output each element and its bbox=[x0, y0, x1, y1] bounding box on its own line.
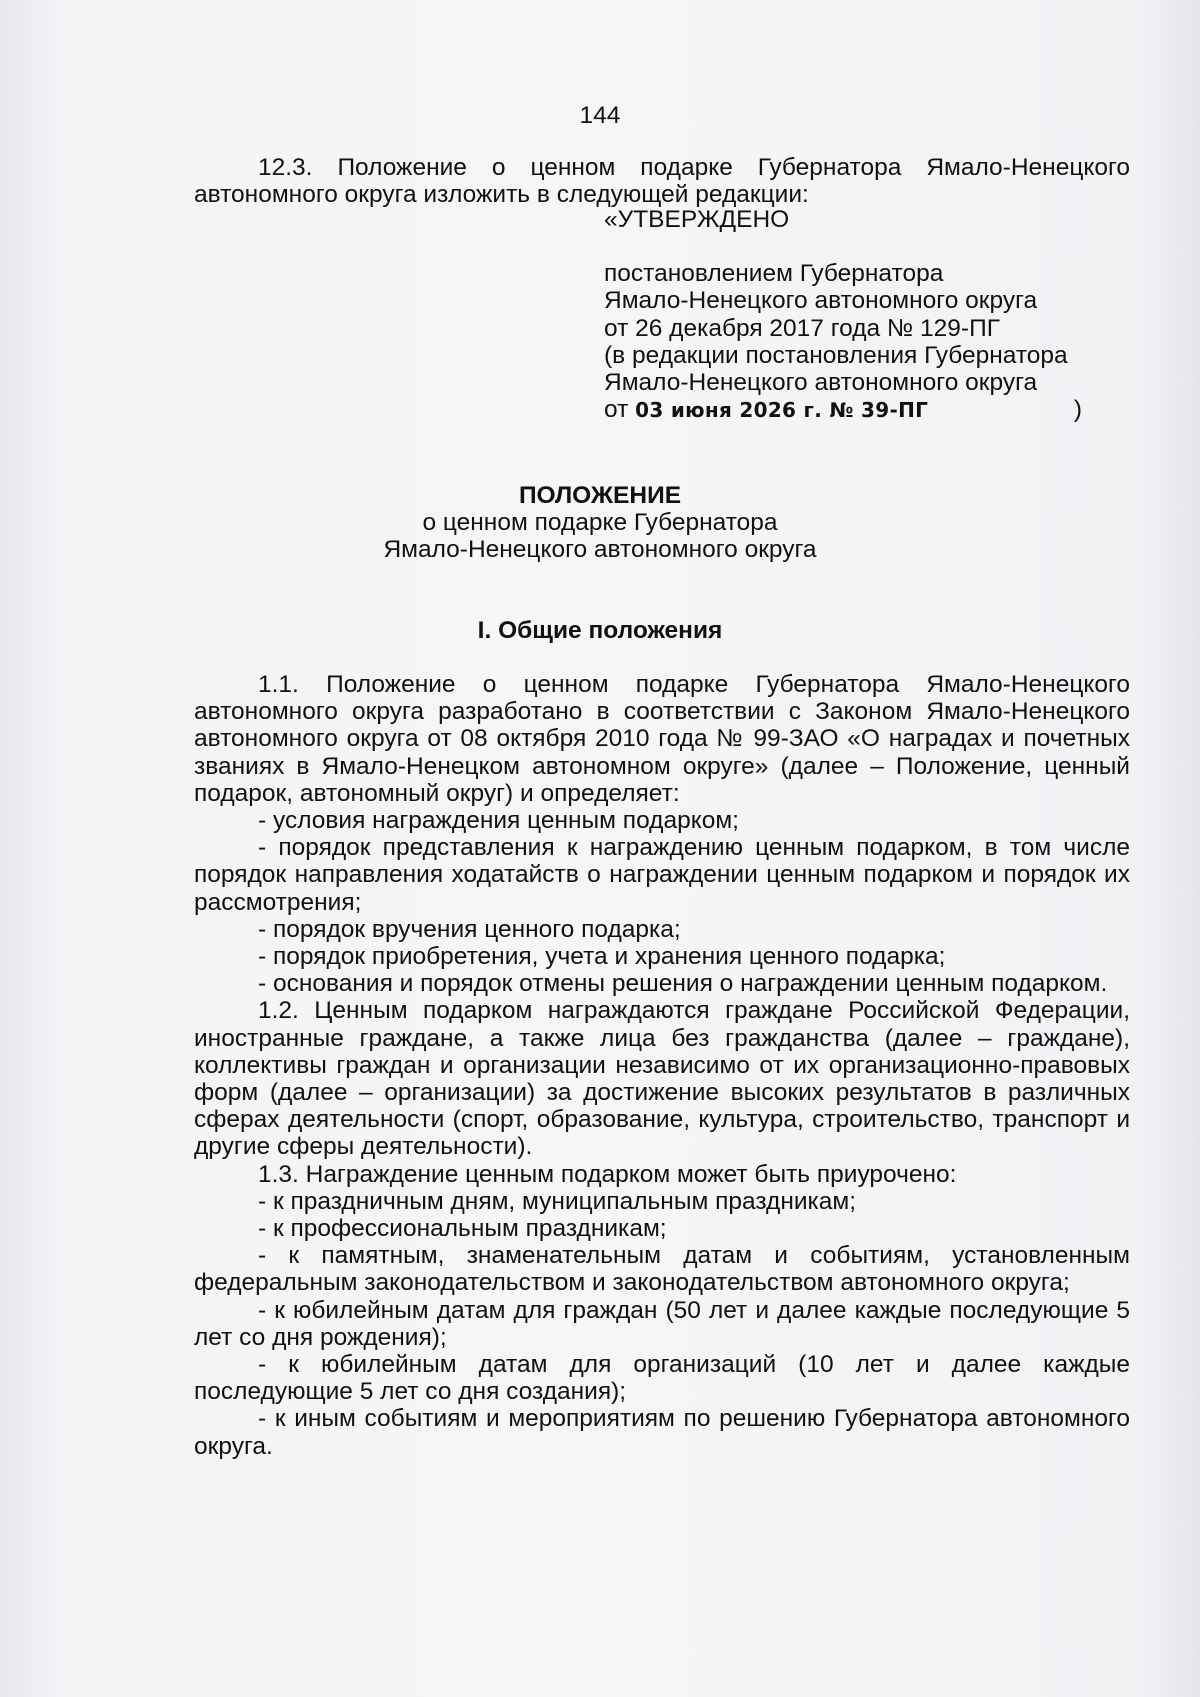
approval-line-6 bbox=[604, 396, 1082, 424]
approval-closing-paren: ) bbox=[1073, 396, 1082, 424]
approval-date-stamp: 03 июня 2026 г. № 39-ПГ bbox=[635, 398, 929, 423]
paragraph-1-3: 1.3. Награждение ценным подарком может быть приурочено: bbox=[258, 1160, 957, 1188]
list-item: - к памятным, знаменательным датам и событиям, установленным федеральным законодательством и законодательством автономного округа; bbox=[194, 1242, 1130, 1297]
approval-date-prefix: от bbox=[604, 396, 629, 424]
body-text bbox=[194, 671, 1130, 1460]
intro-line-1: 12.3. Положение о ценном подарке Губернатора Ямало-Ненецкого bbox=[258, 154, 1130, 181]
document-title bbox=[0, 482, 1200, 564]
title-sub-2: Ямало-Ненецкого автономного округа bbox=[383, 536, 817, 564]
intro-line-2: автономного округа изложить в следующей редакции: bbox=[194, 181, 809, 209]
approval-approved: «УТВЕРЖДЕНО bbox=[604, 206, 790, 233]
title-sub-1: о ценном подарке Губернатора bbox=[422, 509, 778, 537]
approval-line-2: Ямало-Ненецкого автономного округа bbox=[604, 287, 1038, 315]
list-item: - к иным событиям и мероприятиям по решению Губернатора автономного округа. bbox=[194, 1405, 1130, 1460]
list-item: - к профессиональным праздникам; bbox=[258, 1215, 667, 1243]
approval-block bbox=[604, 206, 1082, 424]
list-item: - к юбилейным датам для организаций (10 лет и далее каждые последующие 5 лет со дня создания); bbox=[194, 1351, 1130, 1406]
approval-line-5: Ямало-Ненецкого автономного округа bbox=[604, 369, 1038, 397]
paragraph-1-2: 1.2. Ценным подарком награждаются граждане Российской Федерации, иностранные граждане, а также лица без гражданства (далее – граждане), коллективы граждан и организации независимо от их организационно-правовых форм (далее – организации) за достижение высоких результатов в различных сферах деятельности (спорт, образование, культура, строительство, транспорт и другие сферы деятельности). bbox=[194, 997, 1130, 1161]
page-number: 144 bbox=[579, 102, 621, 129]
approval-line-3: от 26 декабря 2017 года № 129-ПГ bbox=[604, 314, 1000, 342]
list-item: - порядок приобретения, учета и хранения ценного подарка; bbox=[258, 943, 946, 971]
section-heading: I. Общие положения bbox=[477, 617, 723, 644]
list-item: - порядок представления к награждению ценным подарком, в том числе порядок направления ходатайств о награждении ценным подарком и порядок их рассмотрения; bbox=[194, 834, 1130, 916]
list-item: - условия награждения ценным подарком; bbox=[258, 807, 739, 835]
title-heading: ПОЛОЖЕНИЕ bbox=[518, 482, 682, 509]
list-item: - порядок вручения ценного подарка; bbox=[258, 915, 681, 943]
list-item: - к праздничным дням, муниципальным праздникам; bbox=[258, 1187, 857, 1215]
approval-line-1: постановлением Губернатора bbox=[604, 260, 944, 288]
paragraph-1-1: 1.1. Положение о ценном подарке Губернатора Ямало-Ненецкого автономного округа разработано в соответствии с Законом Ямало-Ненецкого автономного округа от 08 октября 2010 года № 99-ЗАО «О наградах и почетных званиях в Ямало-Ненецком автономном округе» (далее – Положение, ценный подарок, автономный округ) и определяет: bbox=[194, 671, 1130, 807]
approval-line-4: (в редакции постановления Губернатора bbox=[604, 341, 1068, 369]
intro-paragraph bbox=[194, 154, 1130, 208]
list-item: - основания и порядок отмены решения о награждении ценным подарком. bbox=[258, 970, 1108, 998]
list-item: - к юбилейным датам для граждан (50 лет и далее каждые последующие 5 лет со дня рождения); bbox=[194, 1296, 1130, 1351]
